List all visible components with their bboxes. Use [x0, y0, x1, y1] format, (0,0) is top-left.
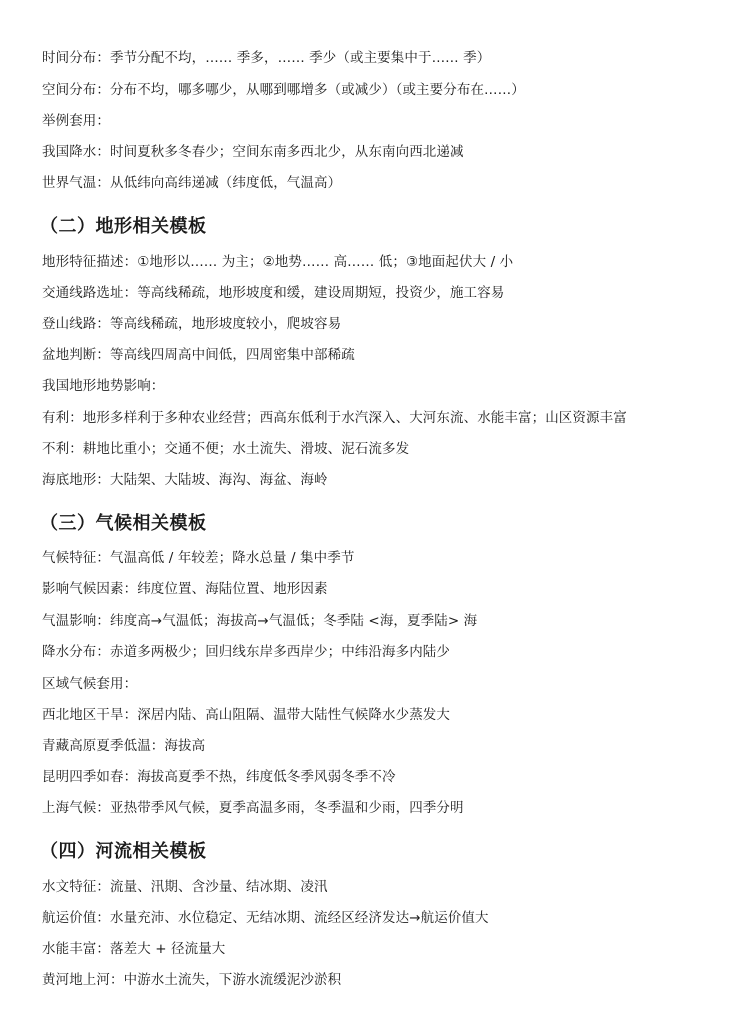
text-line-terrain-influence: 我国地形地势影响：: [42, 378, 165, 394]
text-line-climate-factors: 影响气候因素：纬度位置、海陆位置、地形因素: [42, 581, 328, 597]
text-line-space-distribution: 空间分布：分布不均，哪多哪少，从哪到哪增多（或减少）（或主要分布在……）: [42, 82, 525, 98]
text-line-basin-judgement: 盆地判断：等高线四周高中间低，四周密集中部稀疏: [42, 347, 355, 363]
text-line-disadvantages: 不利：耕地比重小；交通不便；水土流失、滑坡、泥石流多发: [42, 441, 410, 457]
text-line-shanghai: 上海气候：亚热带季风气候，夏季高温多雨，冬季温和少雨，四季分明: [42, 800, 464, 816]
section-heading-climate: （三）气候相关模板: [40, 513, 207, 534]
text-line-navigation-value: 航运价值：水量充沛、水位稳定、无结冰期、流经区经济发达→航运价值大: [42, 910, 489, 926]
text-line-example-label: 举例套用：: [42, 113, 110, 129]
section-heading-terrain: （二）地形相关模板: [40, 216, 207, 237]
text-line-terrain-features: 地形特征描述：①地形以…… 为主；②地势…… 高…… 低；③地面起伏大 / 小: [42, 254, 514, 270]
text-line-northwest-drought: 西北地区干旱：深居内陆、高山阻隔、温带大陆性气候降水少蒸发大: [42, 707, 450, 723]
text-line-regional-climate: 区域气候套用：: [42, 676, 138, 692]
text-line-climate-features: 气候特征：气温高低 / 年较差；降水总量 / 集中季节: [42, 550, 355, 566]
text-line-yellow-river: 黄河地上河：中游水土流失，下游水流缓泥沙淤积: [42, 972, 342, 988]
text-line-kunming: 昆明四季如春：海拔高夏季不热，纬度低冬季风弱冬季不冷: [42, 769, 396, 785]
text-line-tibet-summer: 青藏高原夏季低温：海拔高: [42, 738, 206, 754]
section-heading-rivers: （四）河流相关模板: [40, 841, 207, 862]
text-line-climbing-route: 登山线路：等高线稀疏，地形坡度较小，爬坡容易: [42, 316, 342, 332]
text-line-temperature-influence: 气温影响：纬度高→气温低；海拔高→气温低；冬季陆 <海，夏季陆> 海: [42, 613, 478, 629]
text-line-time-distribution: 时间分布：季节分配不均，…… 季多，…… 季少（或主要集中于…… 季）: [42, 50, 491, 66]
text-line-china-precipitation: 我国降水：时间夏秋多冬春少；空间东南多西北少，从东南向西北递减: [42, 144, 464, 160]
text-line-hydrology: 水文特征：流量、汛期、含沙量、结冰期、凌汛: [42, 879, 328, 895]
text-line-precipitation-distribution: 降水分布：赤道多两极少；回归线东岸多西岸少；中纬沿海多内陆少: [42, 644, 450, 660]
text-line-route-selection: 交通线路选址：等高线稀疏，地形坡度和缓，建设周期短，投资少，施工容易: [42, 285, 505, 301]
text-line-hydropower: 水能丰富：落差大 + 径流量大: [42, 941, 226, 957]
text-line-world-temperature: 世界气温：从低纬向高纬递减（纬度低，气温高）: [42, 175, 342, 191]
text-line-advantages: 有利：地形多样利于多种农业经营；西高东低利于水汽深入、大河东流、水能丰富；山区资源丰富: [42, 410, 627, 426]
text-line-seabed-terrain: 海底地形：大陆架、大陆坡、海沟、海盆、海岭: [42, 472, 328, 488]
